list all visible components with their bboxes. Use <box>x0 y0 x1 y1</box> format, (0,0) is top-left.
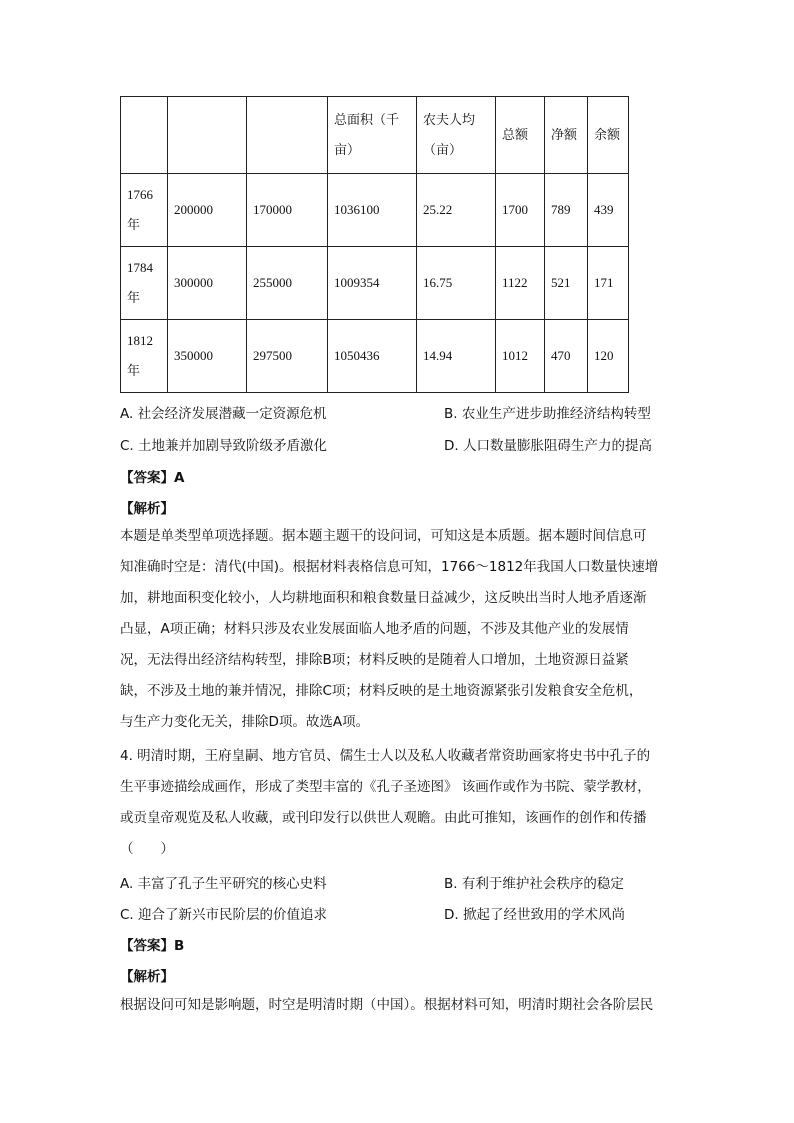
analysis-line: 加，耕地面积变化较小，人均耕地面积和粮食数量日益减少，这反映出当时人地矛盾逐渐 <box>120 590 647 606</box>
analysis-line: 缺，不涉及土地的兼并情况，排除C项；材料反映的是土地资源紧张引发粮食安全危机， <box>120 683 643 699</box>
table-header-row <box>121 97 629 174</box>
table-cell: 439 <box>588 174 629 247</box>
q4-option-d: D. 掀起了经世致用的学术风尚 <box>444 907 625 923</box>
table-cell: 297500 <box>247 320 328 393</box>
table-cell: 350000 <box>168 320 247 393</box>
header-cell: 净额 <box>545 97 588 174</box>
header-cell: 总额 <box>496 97 545 174</box>
table-cell: 120 <box>588 320 629 393</box>
q3-option-b: B. 农业生产进步助推经济结构转型 <box>444 406 651 422</box>
q4-stem <box>120 741 676 865</box>
table-row <box>121 247 629 320</box>
table-cell: 200000 <box>168 174 247 247</box>
header-cell: 总面积（千亩） <box>328 97 417 174</box>
analysis-line: 与生产力变化无关，排除D项。故选A项。 <box>120 714 370 730</box>
table-cell: 300000 <box>168 247 247 320</box>
analysis-line: 本题是单类型单项选择题。据本题主题干的设问词，可知这是本质题。据本题时间信息可 <box>120 528 647 544</box>
table-cell: 1784年 <box>121 247 168 320</box>
table-cell: 1036100 <box>328 174 417 247</box>
q4-option-a: A. 丰富了孔子生平研究的核心史料 <box>120 876 327 892</box>
table-cell: 14.94 <box>417 320 496 393</box>
table-cell: 1012 <box>496 320 545 393</box>
q3-analysis-label: 【解析】 <box>120 501 174 517</box>
q3-option-c: C. 土地兼并加剧导致阶级矛盾激化 <box>120 438 328 454</box>
header-cell: 农夫人均（亩） <box>417 97 496 174</box>
table-cell: 1050436 <box>328 320 417 393</box>
table-row <box>121 320 629 393</box>
q3-option-d: D. 人口数量膨胀阻碍生产力的提高 <box>444 438 652 454</box>
table-row <box>121 174 629 247</box>
table-cell: 1700 <box>496 174 545 247</box>
header-cell <box>121 97 168 174</box>
table-cell: 1766年 <box>121 174 168 247</box>
q3-analysis-text <box>120 521 676 738</box>
table-cell: 521 <box>545 247 588 320</box>
data-table <box>120 96 629 393</box>
analysis-line: 根据设问可知是影响题，时空是明清时期（中国）。根据材料可知，明清时期社会各阶层民 <box>120 997 654 1013</box>
table-cell: 1812年 <box>121 320 168 393</box>
header-cell: 余额 <box>588 97 629 174</box>
table-cell: 25.22 <box>417 174 496 247</box>
table-cell: 170000 <box>247 174 328 247</box>
analysis-line: 知准确时空是：清代(中国)。根据材料表格信息可知，1766～1812年我国人口数量快速增 <box>120 559 659 575</box>
table-cell: 16.75 <box>417 247 496 320</box>
stem-line: （ ） <box>120 841 174 857</box>
q4-analysis-text <box>120 990 676 1021</box>
header-cell <box>168 97 247 174</box>
q3-option-a: A. 社会经济发展潜藏一定资源危机 <box>120 406 327 422</box>
header-cell <box>247 97 328 174</box>
table-cell: 171 <box>588 247 629 320</box>
q4-answer: 【答案】B <box>120 938 185 954</box>
q4-analysis-label: 【解析】 <box>120 969 174 985</box>
q4-option-b: B. 有利于维护社会秩序的稳定 <box>444 876 624 892</box>
stem-line: 或贡皇帝观览及私人收藏，或刊印发行以供世人观瞻。由此可推知，该画作的创作和传播 <box>120 810 647 826</box>
table-cell: 1009354 <box>328 247 417 320</box>
table-cell: 255000 <box>247 247 328 320</box>
stem-line: 4. 明清时期，王府皇嗣、地方官员、儒生士人以及私人收藏者常资助画家将史书中孔子的 <box>120 748 651 764</box>
q3-answer: 【答案】A <box>120 470 185 486</box>
table-cell: 789 <box>545 174 588 247</box>
table-cell: 470 <box>545 320 588 393</box>
analysis-line: 凸显，A项正确；材料只涉及农业发展面临人地矛盾的问题，不涉及其他产业的发展情 <box>120 621 629 637</box>
stem-line: 生平事迹描绘成画作，形成了类型丰富的《孔子圣迹图》 该画作或作为书院、蒙学教材， <box>120 779 651 795</box>
q4-option-c: C. 迎合了新兴市民阶层的价值追求 <box>120 907 328 923</box>
analysis-line: 况，无法得出经济结构转型，排除B项；材料反映的是随着人口增加，土地资源日益紧 <box>120 652 629 668</box>
table-cell: 1122 <box>496 247 545 320</box>
